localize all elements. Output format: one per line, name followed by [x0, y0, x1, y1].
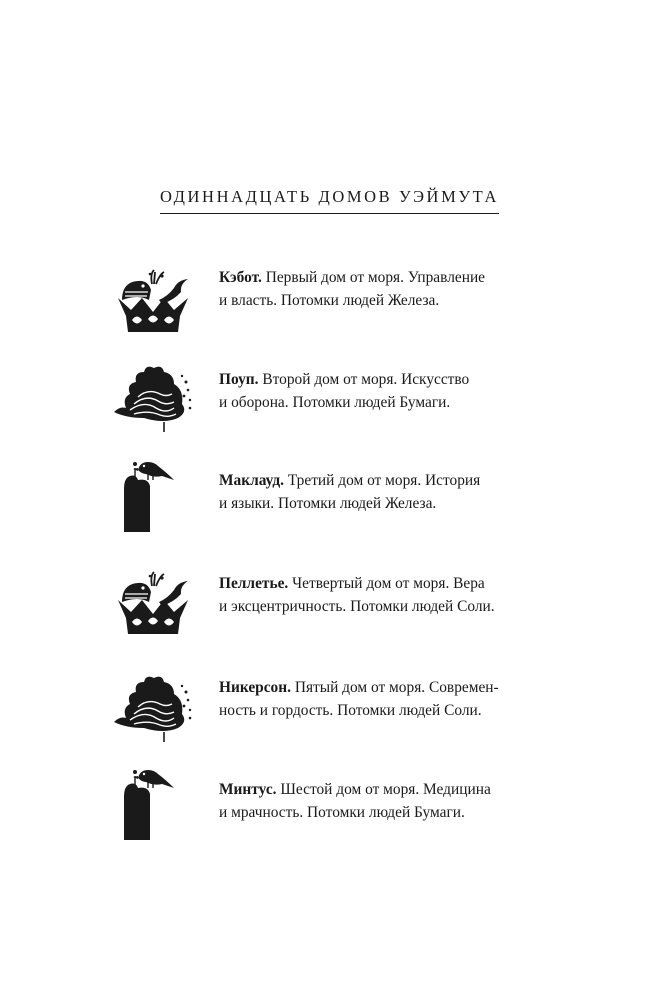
house-name: Никерсон. [219, 679, 291, 696]
house-line-1: Шестой дом от моря. Медицина [280, 781, 491, 798]
whale-crown-icon [104, 564, 194, 644]
house-name: Кэбот. [219, 269, 262, 286]
house-name: Поуп. [219, 371, 259, 388]
house-line-2: и языки. Потомки людей Железа. [219, 495, 437, 512]
house-description [219, 572, 559, 618]
house-line-2: и власть. Потомки людей Железа. [219, 292, 440, 309]
wave-dragon-icon [104, 664, 194, 744]
house-description [219, 368, 559, 414]
house-line-1: Второй дом от моря. Искусство [262, 371, 470, 388]
house-line-1: Первый дом от моря. Управление [265, 269, 486, 286]
house-line-1: Четвертый дом от моря. Вера [292, 575, 485, 592]
whale-crown-icon [104, 262, 194, 342]
house-entry [0, 262, 659, 362]
house-description [219, 676, 559, 722]
house-entry [0, 564, 659, 664]
house-entry [0, 664, 659, 764]
page-heading [0, 187, 659, 214]
wave-dragon-icon [104, 354, 194, 434]
house-name: Маклауд. [219, 472, 284, 489]
house-description [219, 266, 559, 312]
house-name: Минтус. [219, 781, 277, 798]
house-description [219, 778, 559, 824]
bird-tombstone-icon [104, 760, 194, 840]
bird-tombstone-icon [104, 452, 194, 532]
house-entry [0, 354, 659, 454]
house-line-2: и оборона. Потомки людей Бумаги. [219, 394, 451, 411]
house-line-2: и эксцентричность. Потомки людей Соли. [219, 598, 495, 615]
house-line-2: ность и гордость. Потомки людей Соли. [219, 702, 482, 719]
house-entry [0, 760, 659, 860]
house-name: Пеллетье. [219, 575, 289, 592]
house-line-2: и мрачность. Потомки людей Бумаги. [219, 804, 465, 821]
house-line-1: Пятый дом от моря. Современ- [294, 679, 499, 696]
house-description [219, 469, 559, 515]
page-title: ОДИННАДЦАТЬ ДОМОВ УЭЙМУТА [160, 187, 499, 214]
house-entry [0, 452, 659, 552]
house-line-1: Третий дом от моря. История [287, 472, 481, 489]
